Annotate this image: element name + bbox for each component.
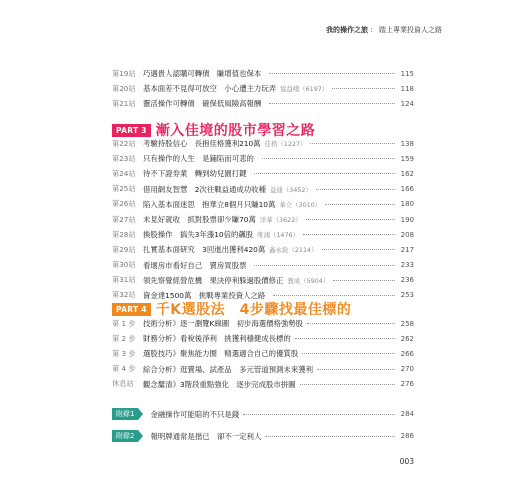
leader-dots: [316, 189, 395, 190]
leader-dots: [303, 234, 395, 235]
toc-row-number: 第32站: [112, 290, 136, 300]
leader-dots: [300, 384, 395, 385]
toc-row-number: 第 4 步: [112, 364, 136, 374]
toc-row-stock: 洋華（3622）: [259, 216, 302, 225]
toc-row-page: 253: [400, 291, 414, 300]
header-chapter: 踏上專業投資人之路: [379, 26, 442, 34]
toc-row-number: 第25站: [112, 184, 136, 194]
toc-row-page: 115: [400, 69, 414, 78]
toc-row[interactable]: [112, 66, 414, 81]
toc-row-stock: 華立（3010）: [279, 200, 322, 209]
toc-row-page: 138: [400, 139, 414, 148]
toc-row-title: 綜合分析》逛賣場、試產品 多元管道預測未來獲利: [143, 364, 313, 374]
toc-row-title: 只有操作的人生 是鋪陷而可悲的: [143, 154, 254, 164]
toc-row[interactable]: [112, 242, 414, 257]
toc-row[interactable]: [112, 362, 414, 377]
appendix-row[interactable]: [112, 403, 414, 425]
header-book-part: 我的操作之旅: [326, 26, 368, 34]
page-number: 003: [399, 457, 414, 466]
toc-row-page: 233: [400, 261, 414, 270]
toc-row-page: 159: [400, 154, 414, 163]
toc-row-number: 第24站: [112, 168, 136, 178]
toc-row-stock: 寶成（5904）: [287, 276, 330, 285]
toc-row-number: 休息站: [112, 379, 134, 389]
toc-row-page: 217: [400, 245, 414, 254]
toc-row-page: 258: [400, 319, 414, 328]
toc-row-title: 扎實基本面研究 3回進出獲利420萬: [143, 245, 266, 255]
toc-row-page: 190: [400, 215, 414, 224]
part3-title: 漸入佳境的股市學習之路: [155, 123, 316, 139]
leader-dots: [310, 143, 395, 144]
part4-title: 千K選股法 4步驟找最佳標的: [155, 302, 352, 318]
toc-row-number: 第29站: [112, 244, 136, 254]
leader-dots: [307, 323, 395, 324]
toc-row-number: 第21站: [112, 98, 136, 108]
leader-dots: [317, 369, 395, 370]
leader-dots: [262, 158, 395, 159]
toc-row-page: 118: [400, 84, 414, 93]
toc-row-stock: 佳格（1227）: [264, 140, 307, 149]
toc-row-title: 借用網友智慧 2次往戰益通成功收種: [143, 184, 266, 194]
leader-dots: [306, 219, 395, 220]
toc-row-title: 領先察覺經營危機 果決停利躲過股價修正: [143, 275, 284, 285]
toc-row[interactable]: [112, 197, 414, 212]
leader-dots: [269, 103, 395, 104]
toc-row-page: 124: [400, 99, 414, 108]
toc-row-number: 第 2 步: [112, 333, 136, 343]
running-header: [326, 25, 442, 35]
toc-row-title: 選股技巧》聚焦能力圈 精選適合自己的優質股: [143, 349, 299, 359]
toc-row-page: 266: [400, 349, 414, 358]
toc-row-page: 262: [400, 334, 414, 343]
toc-row-number: 第27站: [112, 214, 136, 224]
toc-row-page: 162: [400, 169, 414, 178]
leader-dots: [243, 414, 395, 415]
toc-section-part2-tail: [112, 66, 414, 112]
toc-row[interactable]: [112, 81, 414, 96]
toc-row-title: 觀念釐清》3階段重點強化 逐步完成股市拼圖: [143, 379, 296, 389]
toc-row[interactable]: [112, 377, 414, 392]
toc-row[interactable]: [112, 182, 414, 197]
appendix-title: 金融操作可能賠的不只是錢: [150, 409, 240, 419]
toc-row-stock: 益通（3452）: [269, 185, 312, 194]
leader-dots: [254, 265, 395, 266]
toc-row-page: 208: [400, 230, 414, 239]
toc-row-stock: 協益哦（6197）: [280, 85, 329, 94]
part3-badge: PART 3: [112, 124, 151, 137]
toc-row-title: 陷入基本面迷思 抱華立8個月只賺10萬: [143, 199, 276, 209]
toc-row-stock: 唯鴻（1476）: [257, 231, 300, 240]
toc-row-title: 靈活操作可轉債 確保低風險高報酬: [143, 99, 262, 109]
toc-row-stock: 鑫永銓（2114）: [269, 246, 318, 255]
toc-row-number: 第19站: [112, 68, 136, 78]
toc-row-number: 第30站: [112, 260, 136, 270]
appendix-badge: 附錄1: [112, 408, 138, 420]
toc-row-title: 巧遇貴人認購可轉債 賺增值也保本: [143, 69, 262, 79]
toc-row-number: 第20站: [112, 83, 136, 93]
toc-row-title: 基本面差不見得可放空 小心遭主力玩弄: [143, 84, 277, 94]
appendix-row[interactable]: [112, 425, 414, 447]
leader-dots: [295, 338, 395, 339]
toc-row-title: 待不下證券業 轉到幼兒園打鍵: [143, 169, 247, 179]
toc-row-number: 第28站: [112, 229, 136, 239]
toc-row-page: 180: [400, 200, 414, 209]
leader-dots: [273, 295, 395, 296]
toc-row-page: 270: [400, 365, 414, 374]
part4-badge: PART 4: [112, 303, 151, 316]
toc-row-title: 技術分析》逐一瀏覽K線圖 初步海選價格強勢股: [143, 319, 304, 329]
toc-row-title: 換股操作 搞失3年漲10倍的飆股: [143, 230, 254, 240]
toc-row[interactable]: [112, 151, 414, 166]
toc-row[interactable]: [112, 346, 414, 361]
toc-row-title: 考驗持股信心 長抱佳格獲利210萬: [143, 139, 261, 149]
leader-dots: [265, 436, 395, 437]
leader-dots: [302, 353, 395, 354]
toc-section-part3: [112, 136, 414, 303]
toc-section-part4: [112, 316, 414, 392]
toc-row-page: 166: [400, 185, 414, 194]
header-separator: ：: [370, 26, 377, 34]
toc-row[interactable]: [112, 227, 414, 242]
toc-row-number: 第23站: [112, 153, 136, 163]
appendix-title: 報明牌通常是揩已 卻不一定利人: [150, 431, 262, 441]
toc-row-number: 第 3 步: [112, 348, 136, 358]
toc-row[interactable]: [112, 212, 414, 227]
toc-row-number: 第 1 步: [112, 318, 136, 328]
appendix-badge: 附錄2: [112, 430, 138, 442]
appendix-page: 284: [400, 410, 414, 418]
toc-row-number: 第31站: [112, 275, 136, 285]
toc-row[interactable]: [112, 258, 414, 273]
toc-row[interactable]: [112, 273, 414, 288]
toc-row-title: 資金達1500萬 挑戰專業投資人之路: [143, 290, 266, 300]
toc-row-number: 第26站: [112, 199, 136, 209]
appendix-section: [112, 403, 414, 447]
toc-row[interactable]: [112, 136, 414, 151]
leader-dots: [333, 280, 395, 281]
toc-row-page: 236: [400, 276, 414, 285]
toc-row-page: 276: [400, 380, 414, 389]
toc-row[interactable]: [112, 331, 414, 346]
toc-row[interactable]: [112, 96, 414, 111]
toc-row-number: 第22站: [112, 138, 136, 148]
leader-dots: [322, 249, 396, 250]
leader-dots: [254, 173, 395, 174]
leader-dots: [269, 73, 395, 74]
leader-dots: [332, 88, 395, 89]
toc-row-title: 財務分析》看稅後淨利 挑獲利穩健成長標的: [143, 334, 291, 344]
toc-row[interactable]: [112, 166, 414, 181]
toc-row-title: 看壞房市看好自己 賣房買股票: [143, 260, 247, 270]
toc-row-title: 未見好就收 抓對股票卻少賺70萬: [143, 215, 256, 225]
appendix-page: 286: [400, 432, 414, 440]
toc-row[interactable]: [112, 316, 414, 331]
leader-dots: [325, 204, 395, 205]
